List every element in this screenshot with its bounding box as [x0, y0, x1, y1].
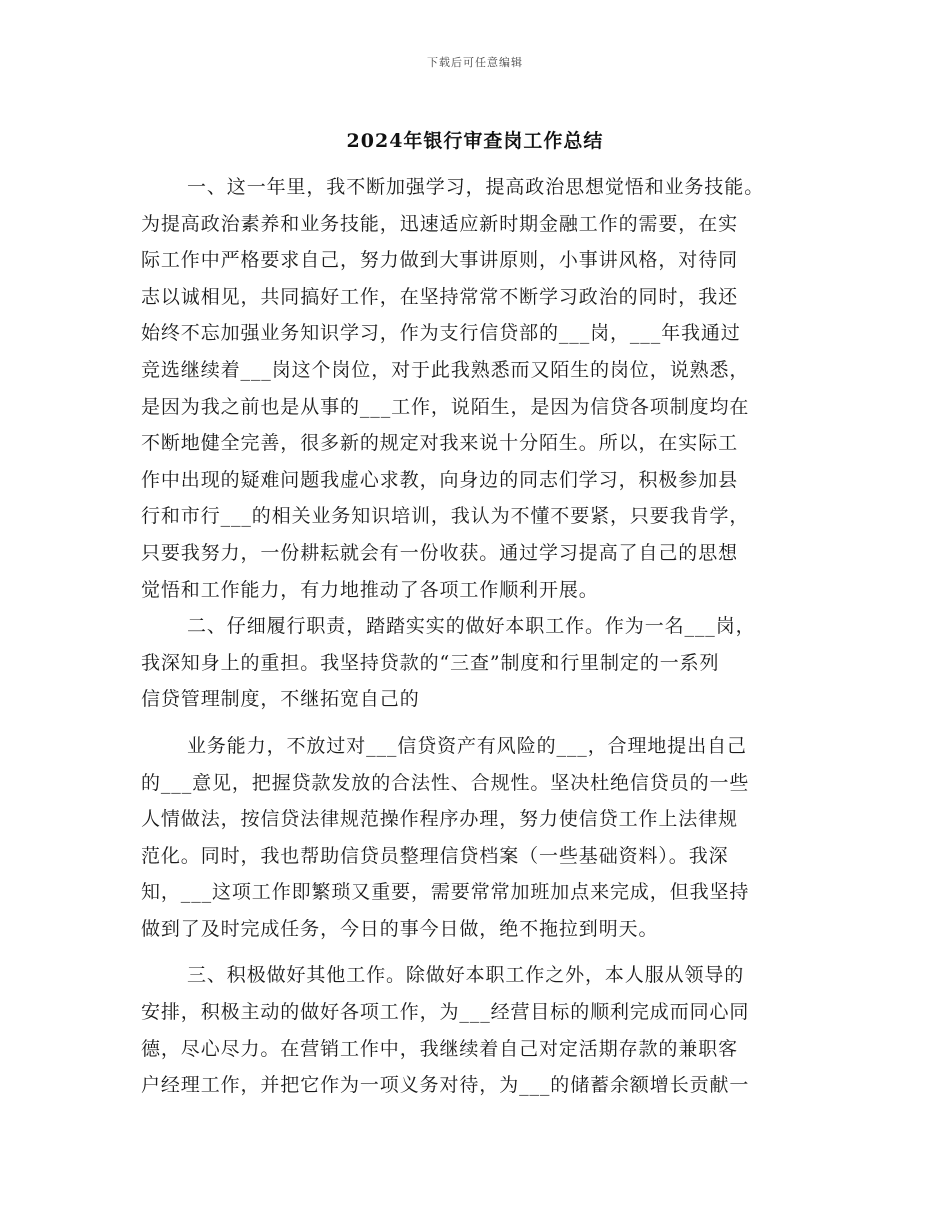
body-line: 作中出现的疑难问题我虚心求教，向身边的同志们学习，积极参加县 [141, 468, 739, 491]
body-line: 安排，积极主动的做好各项工作，为___经营目标的顺利完成而同心同 [141, 1001, 750, 1024]
document-title: 2024年银行审查岗工作总结 [346, 130, 604, 152]
body-line: 信贷管理制度，不继拓宽自己的 [141, 688, 420, 711]
body-line: 觉悟和工作能力，有力地推动了各项工作顺利开展。 [141, 578, 599, 601]
body-line: 为提高政治素养和业务技能，迅速适应新时期金融工作的需要，在实 [141, 212, 739, 235]
header-note: 下载后可任意编辑 [427, 56, 523, 69]
body-line: 竞选继续着___岗这个岗位，对于此我熟悉而又陌生的岗位，说熟悉， [141, 358, 750, 381]
body-line: 知，___这项工作即繁琐又重要，需要常常加班加点来完成，但我坚持 [141, 881, 750, 904]
body-line: 一、这一年里，我不断加强学习，提高政治思想觉悟和业务技能。 [187, 176, 765, 198]
body-line: 做到了及时完成任务，今日的事今日做，绝不拖拉到明天。 [141, 917, 659, 940]
document-body [141, 169, 811, 1104]
body-line: 业务能力，不放过对___信贷资产有风险的___，合理地提出自己 [187, 734, 747, 757]
body-line: 三、积极做好其他工作。除做好本职工作之外，本人服从领导的 [187, 964, 745, 987]
body-line: 人情做法，按信贷法律规范操作程序办理，努力使信贷工作上法律规 [141, 808, 739, 831]
body-line: 范化。同时，我也帮助信贷员整理信贷档案（一些基础资料）。我深 [141, 844, 729, 867]
body-line: 户经理工作，并把它作为一项义务对待，为___的储蓄余额增长贡献一 [141, 1074, 750, 1097]
body-line: 的___意见，把握贷款发放的合法性、合规性。坚决杜绝信贷员的一些 [141, 771, 750, 794]
body-line: 行和市行___的相关业务知识培训，我认为不懂不要紧，只要我肯学， [141, 505, 750, 528]
paragraph-gap [141, 947, 811, 957]
body-line: 始终不忘加强业务知识学习，作为支行信贷部的___岗，___年我通过 [141, 322, 741, 345]
body-line: 志以诚相见，共同搞好工作，在坚持常常不断学习政治的同时，我还 [141, 285, 739, 308]
paragraph-gap [141, 718, 811, 728]
body-line: 德，尽心尽力。在营销工作中，我继续着自己对定活期存款的兼职客 [141, 1037, 739, 1060]
body-line: 是因为我之前也是从事的___工作，说陌生，是因为信贷各项制度均在 [141, 395, 750, 418]
body-line: 我深知身上的重担。我坚持贷款的“三查”制度和行里制定的一系列 [141, 651, 720, 674]
body-line: 二、仔细履行职责，踏踏实实的做好本职工作。作为一名___岗， [187, 615, 756, 638]
body-line: 只要我努力，一份耕耘就会有一份收获。通过学习提高了自己的思想 [141, 541, 739, 564]
body-line: 不断地健全完善，很多新的规定对我来说十分陌生。所以，在实际工 [141, 432, 739, 455]
body-line: 际工作中严格要求自己，努力做到大事讲原则，小事讲风格，对待同 [141, 249, 739, 272]
